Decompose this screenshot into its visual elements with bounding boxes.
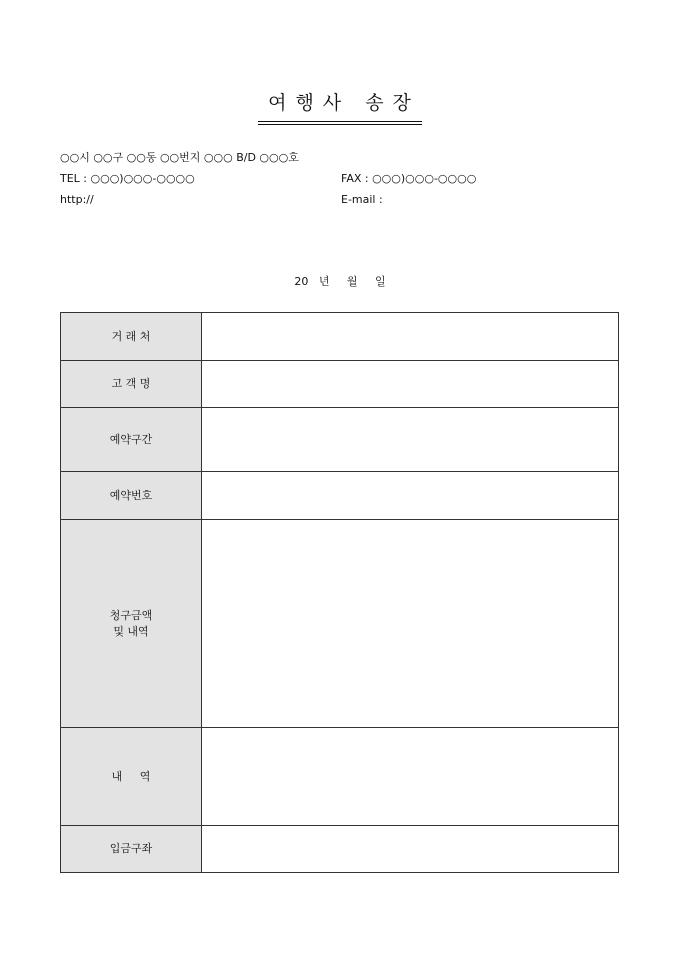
invoice-form-table [60,312,619,873]
label-details: 내 역 [61,728,202,826]
label-customer-name: 고 객 명 [61,361,202,408]
field-booking-number[interactable] [202,472,619,520]
email-line: E-mail : [341,193,383,206]
field-billing-amount[interactable] [202,520,619,728]
form-row-booking-segment [61,408,619,472]
form-row-client [61,313,619,361]
field-customer-name[interactable] [202,361,619,408]
field-client[interactable] [202,313,619,361]
title-wrapper [0,88,680,122]
address-line: ○○시 ○○구 ○○동 ○○번지 ○○○ B/D ○○○호 [60,151,299,164]
label-booking-segment: 예약구간 [61,408,202,472]
field-booking-segment[interactable] [202,408,619,472]
field-details[interactable] [202,728,619,826]
document-title: 여행사 송장 [258,88,422,122]
form-row-billing-amount [61,520,619,728]
form-row-customer-name [61,361,619,408]
form-row-deposit-account [61,826,619,873]
tel-line: TEL : ○○○)○○○-○○○○ [60,172,195,185]
form-row-details [61,728,619,826]
label-billing-amount: 청구금액 및 내역 [61,520,202,728]
http-line: http:// [60,193,94,206]
label-client: 거 래 처 [61,313,202,361]
form-row-booking-number [61,472,619,520]
field-deposit-account[interactable] [202,826,619,873]
label-deposit-account: 입금구좌 [61,826,202,873]
fax-line: FAX : ○○○)○○○-○○○○ [341,172,477,185]
label-booking-number: 예약번호 [61,472,202,520]
date-line: 20 년 월 일 [294,275,386,288]
